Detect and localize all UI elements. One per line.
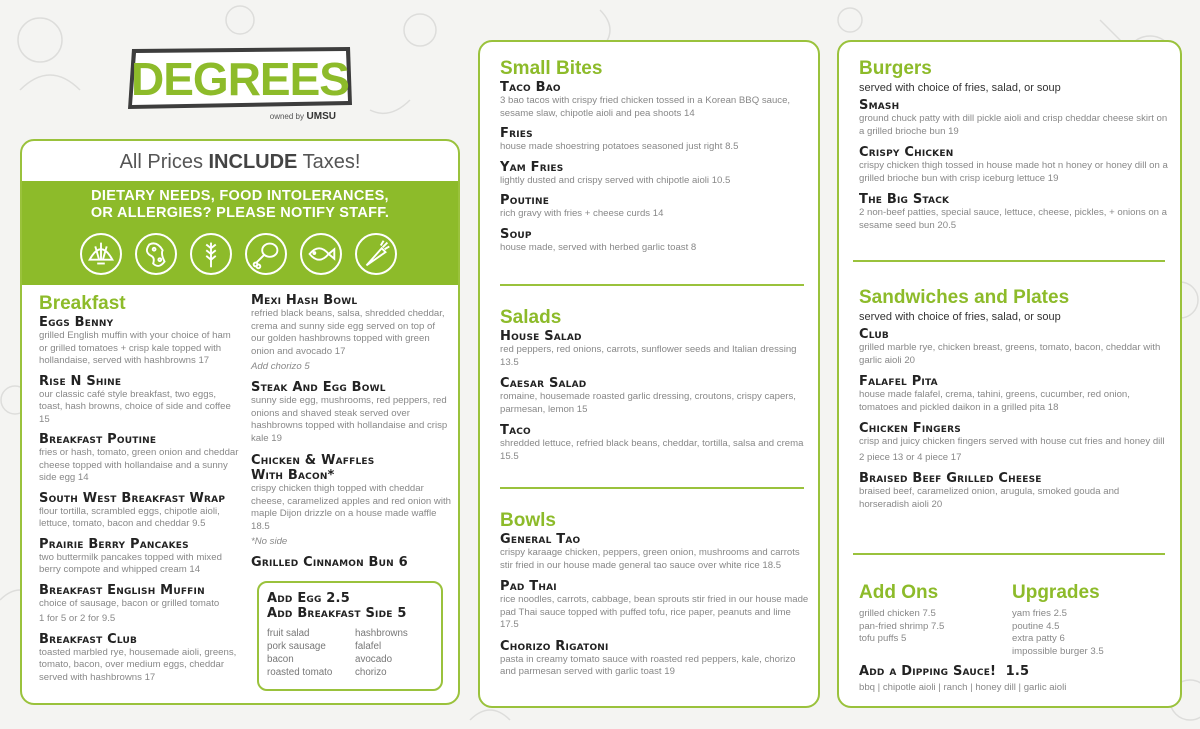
menu-item-price-options: 1 for 5 or 2 for 9.5 (39, 613, 116, 624)
upgrade-item: impossible burger 3.5 (1012, 645, 1104, 657)
salads-title: Salads (500, 307, 562, 328)
logo-owner-text: owned by (269, 112, 304, 121)
dipping-sauce-option: bbq (859, 682, 876, 693)
menu-item-name: Breakfast Poutine (39, 432, 157, 447)
dietary-notice-line1: DIETARY NEEDS, FOOD INTOLERANCES, (91, 188, 389, 204)
menu-item-description: crispy karaage chicken, peppers, green onion, mushrooms and carrots stir fried in our house made general tao sauce over white rice 18.5 (500, 547, 800, 571)
small-bites-salads-bowls-panel (478, 40, 820, 708)
menu-item-name: Fries (500, 126, 533, 141)
poultry-icon (245, 233, 287, 275)
menu-item (251, 555, 451, 570)
breakfast-addons-box (257, 581, 443, 691)
shellfish-icon (80, 233, 122, 275)
menu-item-description: two buttermilk pancakes topped with mixed berry compote and whipped cream 14 (39, 551, 222, 575)
divider (500, 284, 804, 286)
side-option: avocado (355, 654, 393, 665)
menu-item (859, 471, 1169, 511)
menu-item (500, 160, 810, 188)
menu-item (859, 98, 1169, 138)
menu-item-name: Club (859, 327, 889, 342)
menu-item (859, 327, 1169, 367)
menu-item-description: braised beef, caramelized onion, arugula, smoked gouda and horseradish aioli 20 (859, 486, 1120, 510)
menu-item-description: flour tortilla, scrambled eggs, chipotle aioli, lettuce, tomato, bacon and cheddar 9.5 (39, 505, 220, 529)
prices-notice (22, 151, 458, 174)
menu-item (39, 537, 239, 577)
menu-item-description: red peppers, red onions, carrots, sunflower seeds and Italian dressing 13.5 (500, 344, 797, 368)
divider (853, 260, 1165, 262)
menu-item-name: Breakfast English Muffin (39, 582, 205, 598)
menu-item (859, 421, 1169, 464)
addons-title: Add Ons (859, 582, 939, 603)
side-option: hashbrowns (355, 628, 408, 639)
menu-item (500, 193, 810, 221)
breakfast-column-2 (251, 293, 451, 578)
menu-item-description: refried black beans, salsa, shredded cheddar, crema and sunny side egg served on top of our golden hashbrowns topped with green onion and avocado 17 (251, 308, 445, 357)
menu-item-name: Grilled Cinnamon Bun 6 (251, 555, 408, 570)
menu-item-description: our classic café style breakfast, two eggs, toast, hash browns, choice of side and coffee 15 (39, 388, 231, 425)
menu-item-price-options: 2 piece 13 or 4 piece 17 (859, 451, 962, 463)
menu-item (500, 227, 810, 255)
menu-item-description: choice of sausage, bacon or grilled tomato (39, 597, 220, 609)
menu-item (251, 453, 451, 547)
dipping-sauce-section (859, 664, 1169, 693)
menu-item-description: toasted marbled rye, housemade aioli, greens, tomato, bacon, over medium eggs, cheddar served with hashbrowns 17 (39, 646, 237, 683)
side-option: falafel (355, 641, 382, 652)
menu-item (859, 145, 1169, 185)
side-option: fruit salad (267, 628, 310, 639)
menu-item-name: Caesar Salad (500, 376, 587, 391)
menu-item-name-line2: With Bacon* (251, 468, 335, 483)
menu-item-name: Breakfast Club (39, 631, 138, 647)
bowls-section (500, 510, 810, 686)
menu-item-description: grilled English muffin with your choice of ham or grilled tomatoes + crisp kale topped with hollandaise, served with hashbrowns 17 (39, 330, 231, 366)
burgers-title: Burgers (859, 58, 932, 79)
menu-item (39, 432, 239, 485)
menu-item-description: lightly dusted and crispy served with chipotle aioli 10.5 (500, 174, 731, 186)
menu-item-name: Taco (500, 423, 531, 438)
menu-item (39, 491, 239, 531)
sandwiches-subtitle: served with choice of fries, salad, or soup (859, 311, 1061, 323)
menu-item (500, 329, 810, 369)
logo-owner-name: UMSU (306, 111, 336, 122)
menu-item-name: Chorizo Rigatoni (500, 638, 609, 654)
menu-item-description: pasta in creamy tomato sauce with roasted red peppers, kale, chorizo and parmesan served with garlic toast 19 (500, 653, 796, 677)
menu-item-name: Chicken Fingers (859, 421, 961, 436)
menu-item-name: Falafel Pita (859, 374, 938, 389)
dietary-notice (22, 188, 458, 222)
menu-item (500, 80, 810, 120)
menu-item-name: Soup (500, 226, 532, 242)
menu-item (859, 374, 1169, 414)
dietary-banner (22, 181, 458, 285)
menu-item-description: rice noodles, carrots, cabbage, bean sprouts stir fried in our house made pad Thai sauce topped with puffed tofu, rice paper, peanuts and lime 17.5 (500, 594, 809, 630)
menu-item (251, 380, 451, 445)
side-option: roasted tomato (267, 667, 333, 678)
add-breakfast-side: Add Breakfast Side 5 (267, 606, 407, 621)
degrees-logo (126, 47, 354, 123)
menu-item (500, 579, 810, 632)
small-bites-section (500, 58, 810, 260)
breakfast-title: Breakfast (39, 293, 126, 314)
side-option: pork sausage (267, 641, 326, 652)
menu-item (39, 374, 239, 427)
menu-item-description: sunny side egg, mushrooms, red peppers, red onions and shaved steak served over hashbrowns topped with hollandaise and crisp kale 19 (251, 395, 448, 444)
small-bites-title: Small Bites (500, 58, 603, 79)
menu-item-description: crispy chicken thigh tossed in house made hot n honey or honey dill on a grilled brioche bun with crisp iceburg lettuce 19 (859, 160, 1168, 184)
menu-item (859, 192, 1169, 232)
menu-item-name: The Big Stack (859, 192, 950, 207)
menu-item-name: Mexi Hash Bowl (251, 293, 358, 308)
menu-item-description: house made falafel, crema, tahini, greens, cucumber, red onion, tomatoes and pickled daikon in a grilled pita 18 (859, 389, 1130, 413)
dipping-sauce-option: honey dill (975, 682, 1016, 693)
fish-icon (300, 233, 342, 275)
menu-item (500, 639, 810, 679)
dipping-sauce-price: 1.5 (1005, 664, 1030, 679)
dipping-sauce-title (859, 664, 1169, 679)
bowls-title: Bowls (500, 510, 556, 531)
burgers-sandwiches-panel (837, 40, 1182, 708)
prices-text-post: Taxes! (297, 151, 361, 173)
menu-item-name: Eggs Benny (39, 315, 114, 330)
salads-section (500, 307, 810, 470)
menu-item-description: crisp and juicy chicken fingers served with house cut fries and honey dill (859, 436, 1165, 447)
menu-item-description: house made shoestring potatoes seasoned just right 8.5 (500, 141, 739, 152)
prices-text-bold: INCLUDE (208, 151, 298, 173)
menu-item-description: crispy chicken thigh topped with cheddar cheese, caramelized apples and red onion with maple Dijon drizzle on a house made waffle 18.5 (251, 483, 451, 532)
menu-item (500, 126, 810, 154)
dipping-sauce-label: Add a Dipping Sauce! (859, 664, 997, 679)
breakfast-panel (20, 139, 460, 705)
menu-item (251, 293, 451, 372)
side-option: bacon (267, 654, 294, 665)
burgers-subtitle: served with choice of fries, salad, or soup (859, 82, 1061, 94)
menu-item-name: Chicken & Waffles (251, 453, 375, 468)
separator: | (875, 682, 883, 693)
menu-item-description: ground chuck patty with dill pickle aioli and crisp cheddar cheese skirt on a grilled brioche bun 19 (859, 113, 1168, 137)
menu-item-name: Braised Beef Grilled Cheese (859, 471, 1042, 486)
sandwiches-section (859, 287, 1169, 518)
menu-item (500, 376, 810, 416)
menu-item-name: Steak And Egg Bowl (251, 380, 386, 395)
prices-text-pre: All Prices (119, 151, 209, 173)
addon-item: grilled chicken 7.5 (859, 608, 936, 619)
menu-item (39, 632, 239, 685)
menu-item-name: Rise N Shine (39, 373, 122, 389)
menu-item-description: house made, served with herbed garlic toast 8 (500, 241, 697, 253)
upgrade-item: yam fries 2.5 (1012, 608, 1067, 619)
menu-item-description: romaine, housemade roasted garlic dressing, croutons, crispy capers, parmesan, lemon 15 (500, 391, 796, 415)
menu-item-name: Taco Bao (500, 80, 561, 95)
dietary-notice-line2: OR ALLERGIES? PLEASE NOTIFY STAFF. (90, 205, 390, 221)
menu-item-name: Smash (859, 98, 900, 113)
addons-section (859, 582, 999, 646)
upgrades-title: Upgrades (1012, 582, 1100, 603)
dipping-sauce-option: ranch (943, 682, 968, 693)
upgrade-item: extra patty 6 (1012, 633, 1065, 644)
menu-item-name: Prairie Berry Pancakes (39, 536, 189, 552)
menu-item-name: House Salad (500, 329, 582, 344)
addon-item: pan-fried shrimp 7.5 (859, 620, 945, 632)
menu-item-note: Add chorizo 5 (251, 361, 310, 372)
menu-item-description: shredded lettuce, refried black beans, cheddar, tortilla, salsa and crema 15.5 (500, 438, 804, 462)
nut-icon (135, 233, 177, 275)
menu-item-description: grilled marble rye, chicken breast, greens, tomato, bacon, cheddar with garlic aioli 20 (859, 342, 1161, 366)
sandwiches-title: Sandwiches and Plates (859, 287, 1070, 308)
menu-item-description: fries or hash, tomato, green onion and cheddar cheese topped with hollandaise and a sunny side egg 14 (39, 447, 239, 483)
menu-item-name: South West Breakfast Wrap (39, 490, 226, 506)
dipping-sauce-option: garlic aioli (1023, 682, 1067, 693)
breakfast-sides-list (267, 627, 441, 679)
logo-brand-text: DEGREES (131, 53, 349, 105)
dipping-sauce-option: chipotle aioli (882, 682, 936, 693)
menu-item (500, 423, 810, 463)
separator: | (935, 682, 944, 693)
menu-item-name: Pad Thai (500, 579, 557, 594)
menu-item-name: Poutine (500, 193, 550, 208)
menu-item (39, 583, 239, 626)
separator: | (1015, 682, 1024, 693)
addon-item: tofu puffs 5 (859, 633, 907, 644)
menu-item-name: Crispy Chicken (859, 145, 954, 160)
menu-item-description: 2 non-beef patties, special sauce, lettuce, cheese, pickles, + onions on a sesame seed bun 20.5 (859, 207, 1167, 231)
menu-item (500, 532, 810, 572)
carrot-icon (355, 233, 397, 275)
menu-item-description: rich gravy with fries + cheese curds 14 (500, 208, 664, 219)
upgrade-item: poutine 4.5 (1012, 620, 1060, 632)
breakfast-column-1 (39, 293, 239, 690)
burgers-section (859, 58, 1169, 239)
separator: | (967, 682, 976, 693)
menu-item (39, 315, 239, 368)
menu-item-note: *No side (251, 536, 288, 547)
add-egg: Add Egg 2.5 (267, 591, 350, 606)
menu-item-name: General Tao (500, 532, 581, 547)
divider (500, 487, 804, 489)
menu-item-description: 3 bao tacos with crispy fried chicken tossed in a Korean BBQ sauce, sesame slaw, chipotle aioli and pea shoots 14 (500, 95, 791, 119)
side-option: chorizo (355, 667, 387, 678)
divider (853, 553, 1165, 555)
upgrades-section (1012, 582, 1162, 658)
menu-item-name: Yam Fries (500, 159, 564, 175)
wheat-icon (190, 233, 232, 275)
